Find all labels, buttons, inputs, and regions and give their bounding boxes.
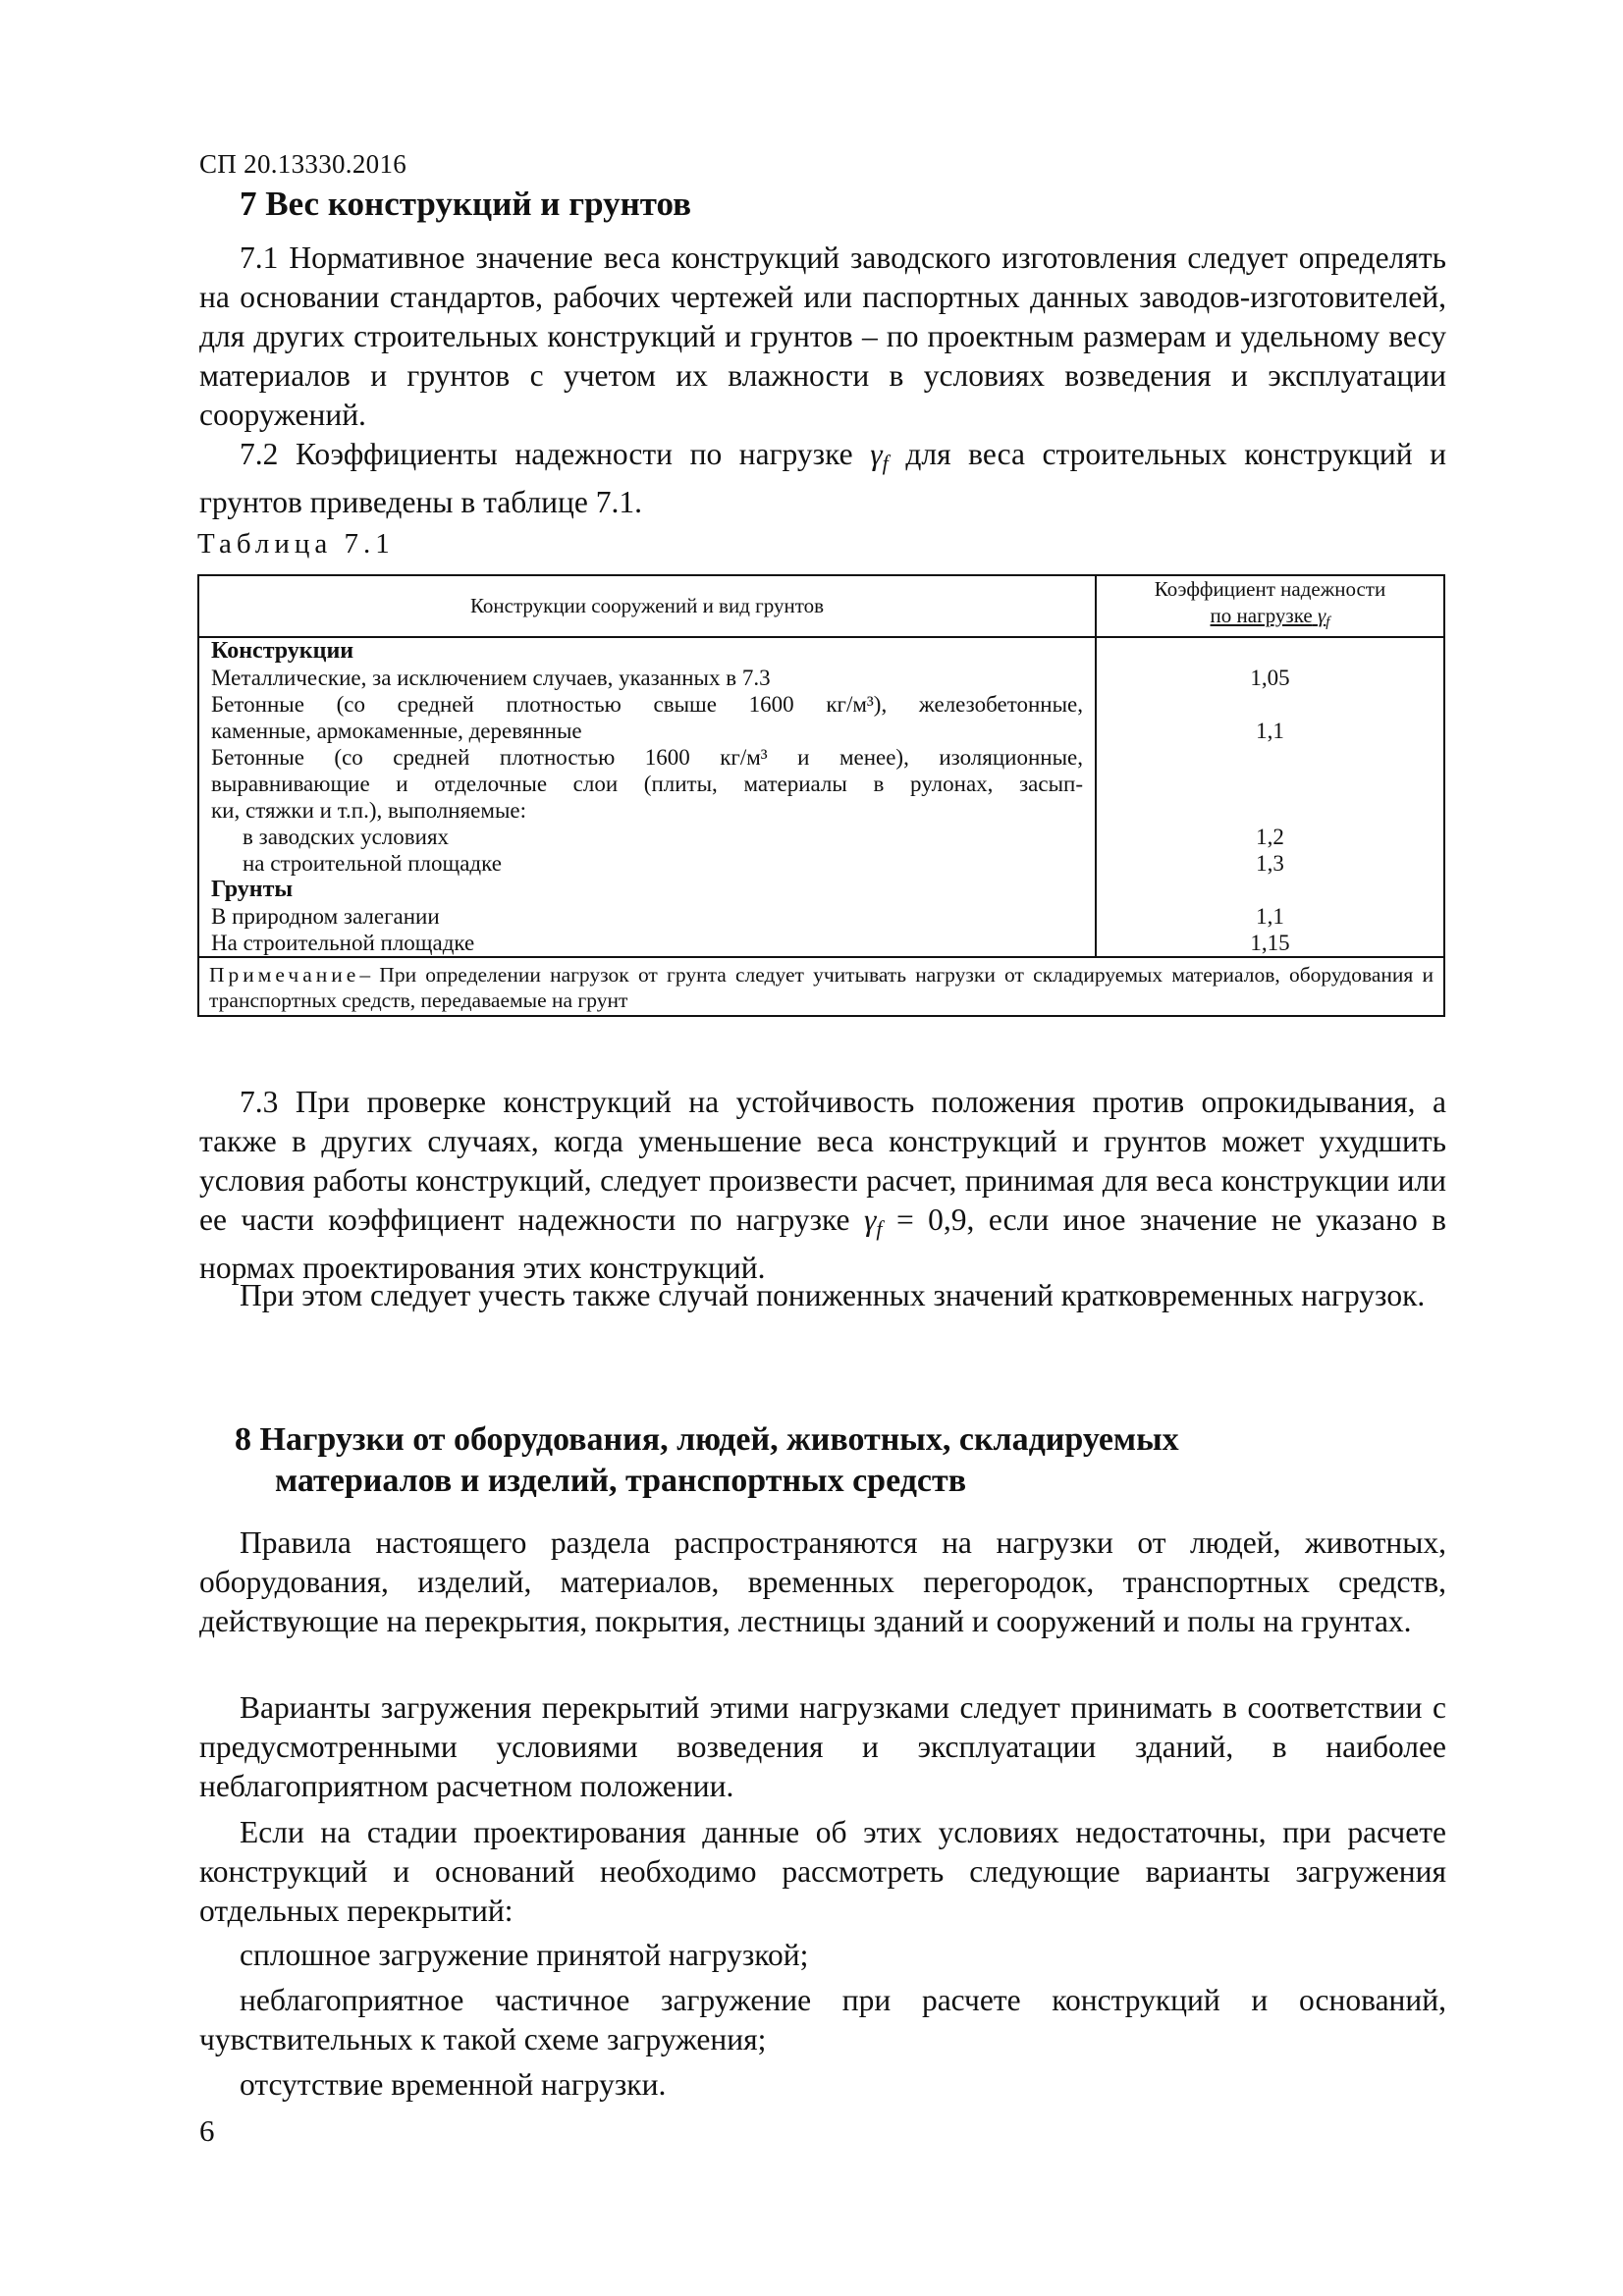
table-row: каменные, армокаменные, деревянные	[211, 719, 582, 743]
table-row: Металлические, за исключением случаев, указанных в 7.3	[211, 666, 771, 690]
gamma-subscript: f	[882, 451, 889, 475]
table-row: В природном залегании	[211, 904, 440, 929]
table-row: На строительной площадке	[211, 931, 475, 955]
paragraph-7-2	[199, 435, 1446, 522]
table-values-column	[1096, 637, 1444, 957]
table-structures-column	[198, 637, 1096, 957]
table-row: Бетонные (со средней плотностью 1600 кг/м³ и менее), изоляционные,	[211, 745, 1083, 770]
table-value: 1,2	[1256, 825, 1284, 849]
section-8-list-item-2: неблагоприятное частичное загружение при расчете конструкций и оснований, чувствительных к такой схеме загружения;	[199, 1983, 1446, 2056]
section-7-heading: 7 Вес конструкций и грунтов	[240, 185, 692, 223]
paragraph-7-4: При этом следует учесть также случай пониженных значений кратковременных нагрузок.	[240, 1278, 1426, 1312]
table-row: Бетонные (со средней плотностью свыше 1600 кг/м³), железобетонные,	[211, 692, 1083, 717]
paragraph-7-1: 7.1 Нормативное значение веса конструкций заводского изготовления следует определять на основании стандартов, рабочих чертежей или паспортных данных заводов-изготовителей, для других строительных конструкций и грунтов – по проектным размерам и удельному весу материалов и грунтов с учетом их влажности в условиях возведения и эксплуатации сооружений.	[199, 240, 1446, 432]
section-8-heading-line2: материалов и изделий, транспортных средств	[275, 1463, 967, 1499]
note-label: Примечание	[209, 963, 360, 987]
table-value: 1,05	[1250, 666, 1290, 690]
paragraph-7-3	[199, 1083, 1446, 1288]
page-number: 6	[199, 2113, 215, 2148]
load-factors-table	[197, 574, 1445, 1017]
table-value	[1097, 638, 1443, 665]
gamma-subscript: f	[876, 1216, 883, 1241]
p72-text-b: для веса строительных конструкций и грунтов приведены в таблице 7.1.	[199, 437, 1447, 519]
note-text: – При определении нагрузок от грунта следует учитывать нагрузки от складируемых материалов, оборудования и транспортных средств, передаваемые на грунт	[209, 963, 1434, 1012]
p72-text-a: 7.2 Коэффициенты надежности по нагрузке	[240, 437, 853, 471]
gamma-symbol: γ	[863, 1202, 877, 1237]
table-row: на строительной площадке	[243, 851, 502, 876]
table-value	[1097, 691, 1443, 718]
table-value: 1,1	[1256, 719, 1284, 743]
table-value: 1,1	[1256, 904, 1284, 929]
table-row: Грунты	[211, 877, 294, 902]
table-value	[1097, 744, 1443, 771]
table-row: выравнивающие и отделочные слои (плиты, материалы в рулонах, засып-	[211, 772, 1083, 796]
table-row: Конструкции	[211, 638, 354, 664]
section-8-heading-line1: 8 Нагрузки от оборудования, людей, животных, складируемых	[235, 1421, 1179, 1458]
p73-text-a: 7.3 При проверке конструкций на устойчивость положения против опрокидывания, а также в других случаях, когда уменьшение веса конструкций и грунтов может ухудшить условия работы конструкций, следует произвести расчет, принимая для веса конструкции или ее части коэффициент надежности по нагрузке	[199, 1085, 1446, 1237]
section-8-paragraph-2: Варианты загружения перекрытий этими нагрузками следует принимать в соответствии с предусмотренными условиями возведения и эксплуатации зданий, в наиболее неблагоприятном расчетном положении.	[199, 1690, 1446, 1803]
coef-header-line2: по нагрузке γf	[1210, 604, 1330, 630]
table-value: 1,3	[1256, 851, 1284, 876]
p73-text-b: = 0,9, если иное значение не указано в нормах проектирования этих конструкций.	[199, 1202, 1447, 1285]
section-8-list-item-3: отсутствие временной нагрузки.	[240, 2067, 667, 2102]
table-row: ки, стяжки и т.п.), выполняемые:	[211, 798, 526, 823]
table-value	[1097, 877, 1443, 903]
table-value: 1,15	[1250, 931, 1290, 955]
table-header-coefficient	[1096, 575, 1444, 637]
document-code: СП 20.13330.2016	[199, 149, 407, 179]
table-value	[1097, 797, 1443, 824]
table-caption: Таблица 7.1	[197, 528, 395, 560]
table-note	[198, 957, 1444, 1016]
table-row: в заводских условиях	[243, 825, 450, 849]
table-header-structures: Конструкции сооружений и вид грунтов	[198, 575, 1096, 637]
gamma-symbol: γ	[870, 437, 883, 471]
section-8-paragraph-1: Правила настоящего раздела распространяются на нагрузки от людей, животных, оборудования, изделий, материалов, временных перегородок, транспортных средств, действующие на перекрытия, покрытия, лестницы зданий и сооружений и полы на грунтах.	[199, 1525, 1446, 1638]
table-value	[1097, 771, 1443, 797]
coef-header-line1: Коэффициент надежности	[1154, 577, 1386, 601]
section-8-paragraph-3: Если на стадии проектирования данные об этих условиях недостаточны, при расчете конструкций и оснований необходимо рассмотреть следующие варианты загружения отдельных перекрытий:	[199, 1815, 1446, 1928]
section-8-list-item-1: сплошное загружение принятой нагрузкой;	[240, 1938, 809, 1972]
